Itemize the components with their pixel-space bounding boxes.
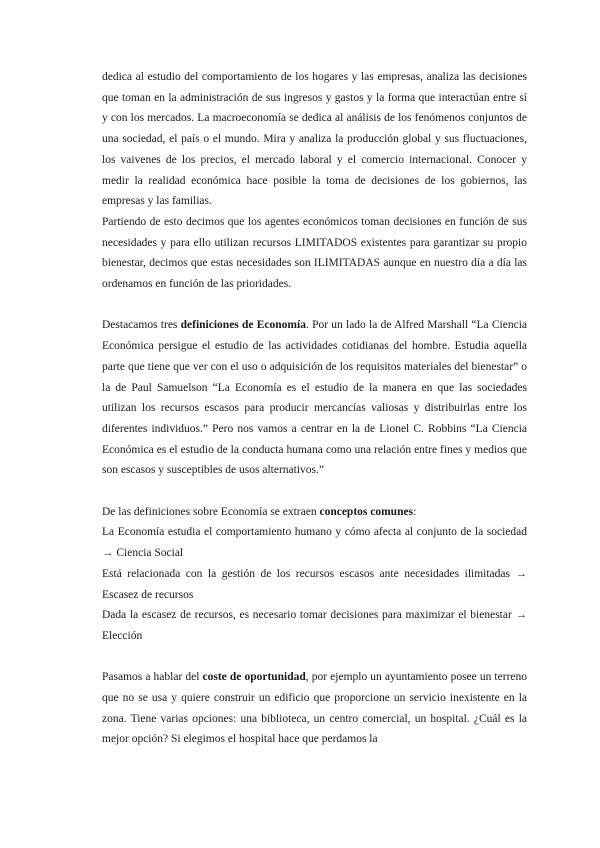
opportunity-cost-body-text: , por ejemplo un ayuntamiento posee un terreno que no se usa y quiere construir un edificio que proporcione un servicio inexistente en la zona. Tiene varias opciones: una biblioteca, un centro comercial, un hospital. ¿Cuál es la mejor opción? Si elegimos el hospital hace que perdamos la [102,671,527,746]
common-concepts-intro-text: De las definiciones sobre Economía se extraen [102,505,320,518]
definitions-body-text: . Por un lado la de Alfred Marshall “La Ciencia Económica persigue el estudio de las actividades cotidianas del hombre. Estudia aquella parte que tiene que ver con el uso o adquisición de los requisitos materiales del bienestar” o la de Paul Samuelson “La Economía es el estudio de la manera en que las sociedades utilizan los recursos escasos para producir mercancías valiosas y distribuirlas entre los diferentes individuos.” Pero nos vamos a centrar en la de Lionel C. Robbins “La Ciencia Económica es el estudio de la conducta humana como una relación entre fines y medios que son escasos y susceptibles de usos alternativos.” [102,319,527,477]
document-page [102,67,527,750]
common-concepts-colon: : [413,505,417,518]
opportunity-cost-intro-text: Pasamos a hablar del [102,671,203,684]
paragraph-needs-and-resources: Partiendo de esto decimos que los agentes económicos toman decisiones en función de sus necesidades y para ello utilizan recursos LIMITADOS existentes para garantizar su propio bienestar, decimos que estas necesidades son ILIMITADAS aunque en nuestro día a día las ordenamos en función de las prioridades. [102,215,527,291]
paragraph-common-concepts-intro [102,502,527,523]
paragraph-economics-definitions [102,315,527,481]
common-concepts-bold-term: conceptos comunes [319,505,414,518]
definitions-intro-text: Destacamos tres [102,319,181,332]
opportunity-cost-bold-term: coste de oportunidad [202,671,306,684]
paragraph-opportunity-cost [102,667,527,750]
definitions-bold-term: definiciones de Economía [180,319,306,332]
paragraph-concept-choice: Dada la escasez de recursos, es necesario tomar decisiones para maximizar el bienestar → Elección [102,609,527,642]
paragraph-concept-scarcity: Está relacionada con la gestión de los recursos escasos ante necesidades ilimitadas → Escasez de recursos [102,567,527,601]
paragraph-concept-social-science: La Economía estudia el comportamiento humano y cómo afecta al conjunto de la sociedad → Ciencia Social [102,526,527,560]
paragraph-microeconomics: dedica al estudio del comportamiento de los hogares y las empresas, analiza las decisiones que toman en la administración de sus ingresos y gastos y la forma que interactúan entre sí y con los mercados. La macroeconomía se dedica al análisis de los fenómenos conjuntos de una sociedad, el país o el mundo. Mira y analiza la producción global y sus fluctuaciones, los vaivenes de los precios, el mercado laboral y el comercio internacional. Conocer y medir la realidad económica hace posible la toma de decisiones de los gobiernos, las empresas y las familias. [102,71,527,208]
